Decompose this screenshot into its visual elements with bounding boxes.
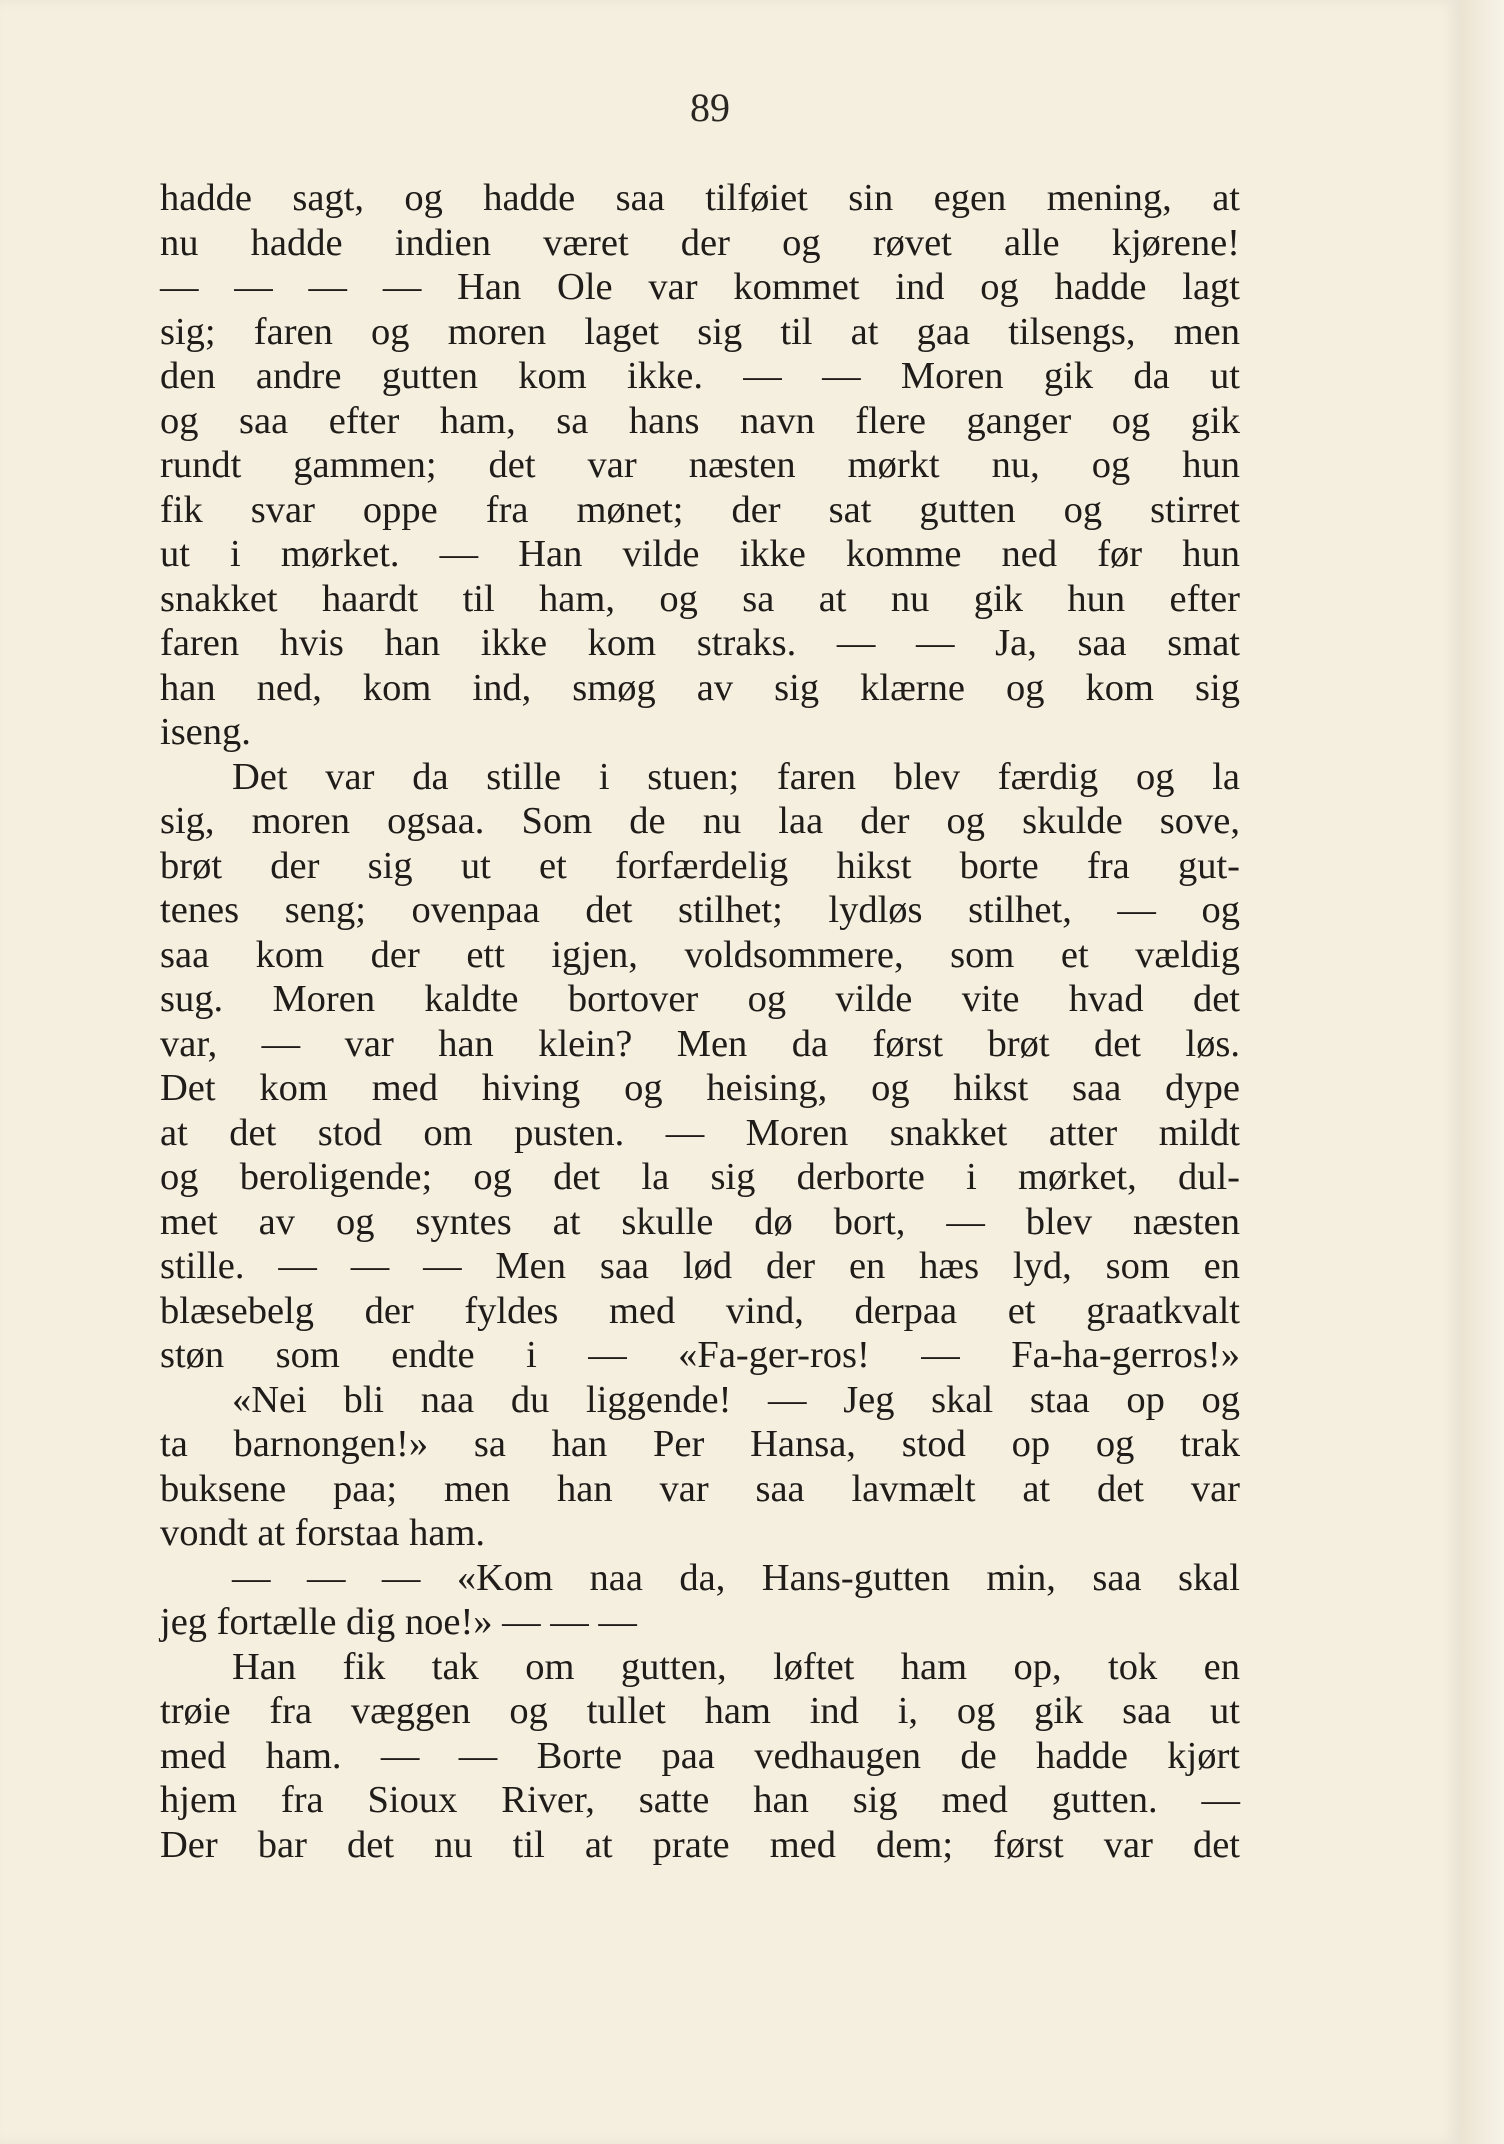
text-line: iseng. [160,711,251,753]
text-line: hjem fra Sioux River, satte han sig med gutten. — [160,1779,1240,1821]
text-line: at det stod om pusten. — Moren snakket atter mildt [160,1111,1240,1154]
text-line: faren hvis han ikke kom straks. — — Ja, saa smat [160,622,1240,664]
text-line: sig; faren og moren laget sig til at gaa tilsengs, men [160,310,1240,353]
body-text [160,176,1240,1867]
text-line: støn som endte i — «Fa-ger-ros! — Fa-ha-gerros!» [160,1334,1240,1376]
scan-background-edge [1460,0,1504,2144]
text-line: med ham. — — Borte paa vedhaugen de hadde kjørt [160,1734,1240,1777]
text-line: stille. — — — Men saa lød der en hæs lyd, som en [160,1245,1240,1287]
text-line: snakket haardt til ham, og sa at nu gik hun efter [160,577,1240,620]
text-line: — — — «Kom naa da, Hans-gutten min, saa skal [232,1556,1240,1599]
text-line: tenes seng; ovenpaa det stilhet; lydløs stilhet, — og [160,889,1240,931]
text-line: den andre gutten kom ikke. — — Moren gik da ut [160,355,1240,397]
text-line: ut i mørket. — Han vilde ikke komme ned før hun [160,533,1240,575]
text-line: og saa efter ham, sa hans navn flere ganger og gik [160,399,1240,442]
text-line: ta barnongen!» sa han Per Hansa, stod op og trak [160,1423,1240,1465]
text-line: Der bar det nu til at prate med dem; først var det [160,1823,1240,1866]
text-line: sug. Moren kaldte bortover og vilde vite hvad det [160,978,1240,1020]
text-line: hadde sagt, og hadde saa tilføiet sin egen mening, at [160,177,1240,219]
text-line: «Nei bli naa du liggende! — Jeg skal staa op og [232,1378,1240,1421]
text-line: rundt gammen; det var næsten mørkt nu, og hun [160,444,1240,486]
text-line: jeg fortælle dig noe!» — — — [160,1601,637,1643]
text-line: nu hadde indien været der og røvet alle kjørene! [160,221,1240,264]
page-number: 89 [690,85,730,130]
text-line: saa kom der ett igjen, voldsommere, som et vældig [160,933,1240,976]
text-line: buksene paa; men han var saa lavmælt at det var [160,1467,1240,1510]
text-line: blæsebelg der fyldes med vind, derpaa et graatkvalt [160,1289,1240,1332]
text-line: Det kom med hiving og heising, og hikst saa dype [160,1067,1240,1109]
text-line: var, — var han klein? Men da først brøt det løs. [160,1022,1240,1065]
text-line: sig, moren ogsaa. Som de nu laa der og skulde sove, [160,800,1240,842]
text-line: vondt at forstaa ham. [160,1512,486,1554]
text-line: han ned, kom ind, smøg av sig klærne og kom sig [160,666,1240,709]
text-line: brøt der sig ut et forfærdelig hikst borte fra gut- [160,844,1240,887]
text-line: fik svar oppe fra mønet; der sat gutten og stirret [160,488,1240,531]
text-line: Det var da stille i stuen; faren blev færdig og la [232,755,1240,798]
text-line: met av og syntes at skulle dø bort, — blev næsten [160,1200,1240,1243]
text-line: trøie fra væggen og tullet ham ind i, og gik saa ut [160,1690,1240,1732]
text-line: — — — — Han Ole var kommet ind og hadde lagt [160,266,1240,308]
text-line: Han fik tak om gutten, løftet ham op, tok en [232,1645,1240,1688]
text-line: og beroligende; og det la sig derborte i mørket, dul- [160,1156,1240,1198]
